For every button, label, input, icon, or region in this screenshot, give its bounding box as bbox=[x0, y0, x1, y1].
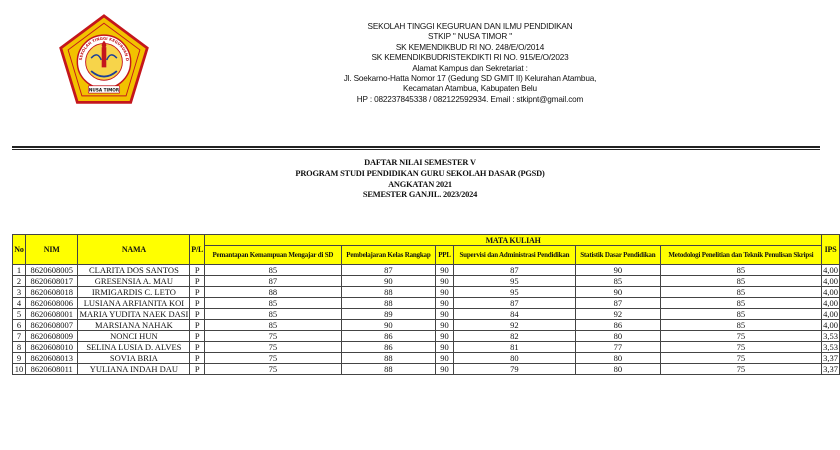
table-row bbox=[13, 276, 840, 287]
row-nim: 8620608010 bbox=[25, 342, 78, 353]
row-grade: 88 bbox=[205, 287, 342, 298]
course-header: Statistik Dasar Pendidikan bbox=[575, 246, 660, 265]
row-grade: 82 bbox=[453, 331, 575, 342]
logo-banner-text: NUSA TIMOR bbox=[88, 87, 120, 93]
row-nim: 8620608006 bbox=[25, 298, 78, 309]
row-ips: 4,00 bbox=[823, 320, 838, 330]
row-grade: 79 bbox=[453, 364, 575, 375]
svg-text:SEKOLAH TINGGI KEGURUAN DAN IL: SEKOLAH TINGGI KEGURUAN D bbox=[77, 35, 131, 62]
row-pl: P bbox=[190, 331, 205, 342]
title-line: PROGRAM STUDI PENDIDIKAN GURU SEKOLAH DASAR (PGSD) bbox=[295, 168, 545, 178]
row-pl: P bbox=[190, 320, 205, 331]
row-grade: 90 bbox=[436, 309, 454, 320]
row-no: 3 bbox=[13, 287, 26, 298]
row-grade: 90 bbox=[575, 287, 660, 298]
course-header: Pembelajaran Kelas Rangkap bbox=[341, 246, 436, 265]
row-grade: 90 bbox=[436, 298, 454, 309]
row-grade: 85 bbox=[660, 276, 821, 287]
title-line: ANGKATAN 2021 bbox=[388, 179, 452, 189]
row-no: 4 bbox=[13, 298, 26, 309]
row-nama: SELINA LUSIA D. ALVES bbox=[78, 342, 190, 353]
row-pl: P bbox=[190, 276, 205, 287]
row-grade: 75 bbox=[660, 342, 821, 353]
table-row bbox=[13, 265, 840, 276]
header-line: STKIP " NUSA TIMOR " bbox=[428, 32, 512, 42]
row-nama: GRESENSIA A. MAU bbox=[78, 276, 190, 287]
table-row bbox=[13, 364, 840, 375]
row-grade: 90 bbox=[575, 265, 660, 276]
row-grade: 87 bbox=[341, 265, 436, 276]
row-nama: SOVIA BRIA bbox=[78, 353, 190, 364]
title-line: SEMESTER GANJIL. 2023/2024 bbox=[362, 190, 478, 200]
document-titles bbox=[240, 158, 600, 201]
grades-table bbox=[12, 234, 840, 375]
col-header-nim: NIM bbox=[25, 235, 78, 265]
row-grade: 88 bbox=[341, 353, 436, 364]
row-grade: 84 bbox=[453, 309, 575, 320]
row-nim: 8620608013 bbox=[25, 353, 78, 364]
row-ips: 4,00 bbox=[823, 276, 838, 286]
col-header-ips: IPS bbox=[822, 235, 840, 265]
row-nim: 8620608001 bbox=[25, 309, 78, 320]
row-nim: 8620608011 bbox=[25, 364, 78, 375]
row-grade: 92 bbox=[453, 320, 575, 331]
col-header-no: No bbox=[13, 235, 26, 265]
row-pl: P bbox=[190, 309, 205, 320]
row-grade: 85 bbox=[205, 309, 342, 320]
row-grade: 77 bbox=[575, 342, 660, 353]
row-nama: IRMIGARDIS C. LETO bbox=[78, 287, 190, 298]
row-grade: 87 bbox=[205, 276, 342, 287]
row-pl: P bbox=[190, 287, 205, 298]
row-pl: P bbox=[190, 342, 205, 353]
row-grade: 90 bbox=[341, 320, 436, 331]
row-grade: 80 bbox=[575, 331, 660, 342]
header-line: Kecamatan Atambua, Kabupaten Belu bbox=[403, 84, 537, 94]
row-grade: 90 bbox=[341, 276, 436, 287]
row-grade: 85 bbox=[205, 265, 342, 276]
table-row bbox=[13, 331, 840, 342]
header-divider bbox=[12, 146, 820, 148]
course-header: Pemantapan Kemampuan Mengajar di SD bbox=[205, 246, 342, 265]
row-ips: 4,00 bbox=[823, 265, 838, 275]
table-row bbox=[13, 287, 840, 298]
institution-header bbox=[330, 22, 610, 105]
row-grade: 85 bbox=[575, 276, 660, 287]
row-pl: P bbox=[190, 265, 205, 276]
title-line: DAFTAR NILAI SEMESTER V bbox=[364, 158, 476, 167]
row-grade: 95 bbox=[453, 276, 575, 287]
col-header-nama: NAMA bbox=[78, 235, 190, 265]
row-nama: NONCI HUN bbox=[78, 331, 190, 342]
row-pl: P bbox=[190, 364, 205, 375]
row-grade: 80 bbox=[453, 353, 575, 364]
row-nama: CLARITA DOS SANTOS bbox=[78, 265, 190, 276]
table-row bbox=[13, 342, 840, 353]
row-nim: 8620608009 bbox=[25, 331, 78, 342]
header-line: Jl. Soekarno-Hatta Nomor 17 (Gedung SD GMIT II) Kelurahan Atambua, bbox=[343, 74, 597, 84]
course-header: Metodologi Penelitian dan Teknik Penulisan Skripsi bbox=[660, 246, 821, 265]
row-no: 1 bbox=[13, 265, 26, 276]
row-nim: 8620608007 bbox=[25, 320, 78, 331]
row-grade: 88 bbox=[341, 287, 436, 298]
row-grade: 86 bbox=[341, 331, 436, 342]
header-line: SK KEMENDIKBUDRISTEKDIKTI RI NO. 915/E/O/2023 bbox=[371, 53, 569, 63]
row-ips: 4,00 bbox=[823, 298, 838, 308]
course-header: Supervisi dan Administrasi Pendidikan bbox=[453, 246, 575, 265]
row-no: 8 bbox=[13, 342, 26, 353]
row-grade: 75 bbox=[205, 364, 342, 375]
row-grade: 87 bbox=[453, 265, 575, 276]
row-grade: 85 bbox=[660, 298, 821, 309]
row-nama: MARIA YUDITA NAEK DASI bbox=[79, 309, 189, 319]
row-nama: LUSIANA ARFIANITA KOI bbox=[78, 298, 190, 309]
table-row bbox=[13, 309, 840, 320]
row-grade: 90 bbox=[436, 342, 454, 353]
row-grade: 92 bbox=[575, 309, 660, 320]
row-grade: 80 bbox=[575, 353, 660, 364]
header-line: HP : 082237845338 / 082122592934. Email : stkipnt@gmail.com bbox=[356, 94, 584, 104]
row-nim: 8620608018 bbox=[25, 287, 78, 298]
row-grade: 90 bbox=[436, 287, 454, 298]
col-header-pl: P/L bbox=[190, 235, 205, 265]
table-edge-line bbox=[790, 234, 820, 235]
row-no: 2 bbox=[13, 276, 26, 287]
row-ips: 3,53 bbox=[823, 331, 838, 341]
row-grade: 90 bbox=[436, 265, 454, 276]
row-grade: 75 bbox=[205, 353, 342, 364]
row-grade: 86 bbox=[341, 342, 436, 353]
row-nama: YULIANA INDAH DAU bbox=[78, 364, 190, 375]
row-grade: 85 bbox=[660, 309, 821, 320]
table-row bbox=[13, 320, 840, 331]
row-grade: 75 bbox=[660, 331, 821, 342]
row-grade: 81 bbox=[453, 342, 575, 353]
row-no: 6 bbox=[13, 320, 26, 331]
col-header-mata-kuliah: MATA KULIAH bbox=[205, 235, 822, 246]
row-no: 7 bbox=[13, 331, 26, 342]
row-grade: 75 bbox=[660, 353, 821, 364]
row-grade: 88 bbox=[341, 298, 436, 309]
row-pl: P bbox=[190, 353, 205, 364]
row-nim: 8620608017 bbox=[25, 276, 78, 287]
institution-logo bbox=[58, 14, 150, 106]
row-grade: 85 bbox=[660, 287, 821, 298]
row-grade: 89 bbox=[341, 309, 436, 320]
row-grade: 87 bbox=[575, 298, 660, 309]
row-grade: 90 bbox=[436, 331, 454, 342]
row-ips: 3,53 bbox=[823, 342, 838, 352]
row-nama: MARSIANA NAHAK bbox=[78, 320, 190, 331]
row-grade: 90 bbox=[436, 364, 454, 375]
row-grade: 90 bbox=[436, 276, 454, 287]
row-grade: 85 bbox=[660, 320, 821, 331]
row-grade: 75 bbox=[660, 364, 821, 375]
row-ips: 3,37 bbox=[823, 364, 838, 374]
table-row bbox=[13, 353, 840, 364]
row-ips: 3,37 bbox=[823, 353, 838, 363]
row-grade: 85 bbox=[205, 320, 342, 331]
row-grade: 90 bbox=[436, 320, 454, 331]
row-grade: 85 bbox=[660, 265, 821, 276]
row-grade: 75 bbox=[205, 342, 342, 353]
row-grade: 86 bbox=[575, 320, 660, 331]
row-ips: 4,00 bbox=[823, 309, 838, 319]
table-row bbox=[13, 298, 840, 309]
row-no: 9 bbox=[13, 353, 26, 364]
row-pl: P bbox=[190, 298, 205, 309]
header-divider-thin bbox=[12, 149, 820, 150]
row-no: 10 bbox=[13, 364, 26, 375]
row-no: 5 bbox=[13, 309, 26, 320]
header-line: SK KEMENDIKBUD RI NO. 248/E/O/2014 bbox=[395, 42, 545, 52]
row-grade: 88 bbox=[341, 364, 436, 375]
row-grade: 87 bbox=[453, 298, 575, 309]
header-line: SEKOLAH TINGGI KEGURUAN DAN ILMU PENDIDIKAN bbox=[367, 22, 573, 31]
row-grade: 95 bbox=[453, 287, 575, 298]
row-ips: 4,00 bbox=[823, 287, 838, 297]
row-nim: 8620608005 bbox=[25, 265, 78, 276]
row-grade: 75 bbox=[205, 331, 342, 342]
course-header: PPL bbox=[436, 246, 454, 265]
row-grade: 90 bbox=[436, 353, 454, 364]
row-grade: 80 bbox=[575, 364, 660, 375]
row-grade: 85 bbox=[205, 298, 342, 309]
header-line: Alamat Kampus dan Sekretariat : bbox=[412, 63, 528, 73]
